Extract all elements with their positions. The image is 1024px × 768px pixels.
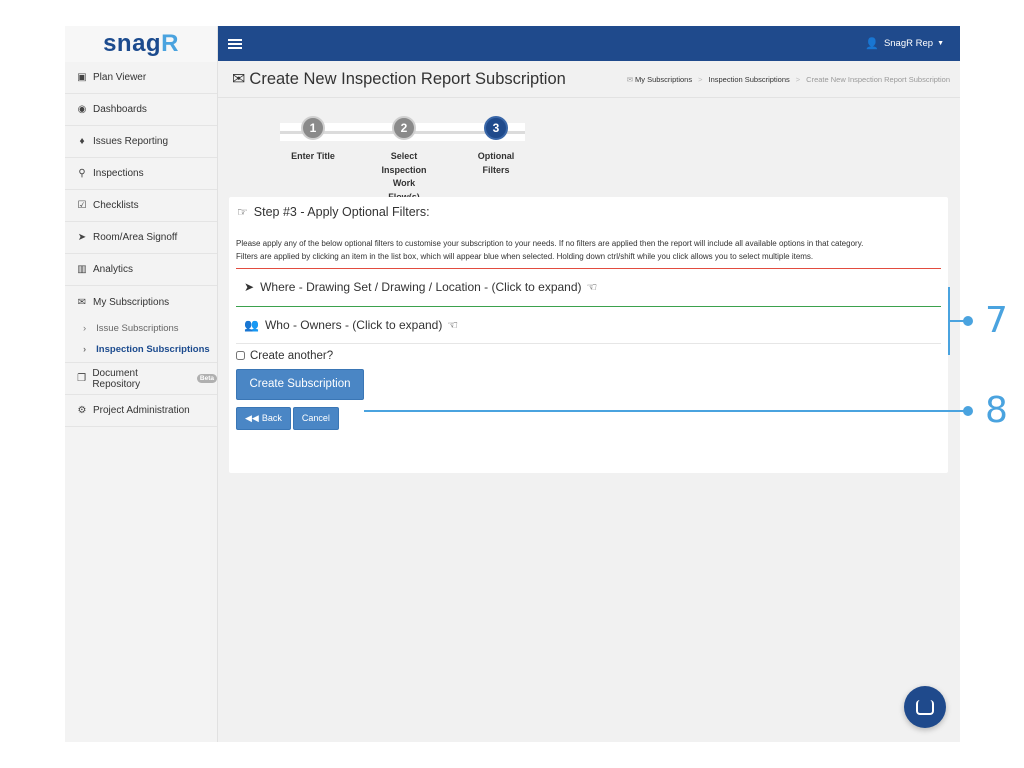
- breadcrumb-separator: >: [795, 74, 801, 84]
- map-pin-icon: ♦: [79, 136, 85, 147]
- page-title-text: Create New Inspection Report Subscription: [249, 69, 566, 88]
- step-number: 2: [392, 116, 416, 140]
- panel-description: Please apply any of the below optional filters to customise your subscription to your needs. If no filters are applied then the report will include all available options in that category.: [236, 239, 864, 248]
- panel-heading-text: Step #3 - Apply Optional Filters:: [253, 205, 430, 219]
- bar-chart-icon: ▥: [77, 264, 87, 275]
- step-number: 1: [301, 116, 325, 140]
- subscriptions-group: [65, 286, 217, 363]
- sidebar-item-label: Checklists: [93, 200, 139, 211]
- chat-icon: [916, 700, 934, 715]
- sidebar-item-label: Document Repository: [92, 367, 141, 390]
- sidebar-item-label: Plan Viewer: [93, 72, 147, 83]
- sidebar-subitem-label: Issue Subscriptions: [96, 323, 179, 334]
- step-label: Select Inspection Work: [381, 151, 427, 188]
- checkbox-icon: ☑: [77, 200, 87, 211]
- wizard-step-2[interactable]: [359, 116, 449, 204]
- filter-who-label: Who - Owners - (Click to expand): [264, 317, 443, 332]
- main-content: [218, 61, 960, 742]
- annotation-marker-8: 8: [985, 390, 1008, 431]
- breadcrumb-current: Create New Inspection Report Subscription: [806, 74, 950, 84]
- sidebar-item-dashboards[interactable]: [65, 94, 217, 126]
- annotation-marker-7: 7: [985, 300, 1008, 341]
- sidebar-subitem-issue-subscriptions[interactable]: [65, 318, 217, 339]
- wizard-step-1[interactable]: [268, 116, 358, 164]
- sidebar-item-label: Analytics: [93, 264, 134, 275]
- wizard-step-3[interactable]: [451, 116, 541, 177]
- image-icon: ▣: [77, 72, 87, 83]
- sidebar-item-label: Room/Area Signoff: [93, 232, 178, 243]
- sidebar-item-label: Issues Reporting: [93, 136, 169, 147]
- documents-icon: ❐: [77, 373, 87, 384]
- hand-pointer-icon: ☞: [237, 205, 248, 219]
- location-arrow-icon: ➤: [244, 280, 255, 294]
- chevron-right-icon: ›: [83, 323, 87, 334]
- user-name: SnagR Rep: [883, 38, 934, 49]
- wizard-steps: [280, 113, 525, 193]
- backward-icon: ◀◀: [245, 412, 259, 423]
- sidebar-item-document-repository[interactable]: [65, 363, 217, 395]
- chevron-right-icon: ›: [83, 344, 87, 355]
- user-menu[interactable]: [865, 37, 944, 50]
- annotation-dot-8: [963, 406, 973, 416]
- create-another-label: Create another?: [250, 349, 334, 362]
- location-arrow-icon: ➤: [77, 232, 87, 243]
- step-number: 3: [484, 116, 508, 140]
- create-another-row[interactable]: [236, 350, 941, 362]
- sidebar-item-inspections[interactable]: [65, 158, 217, 190]
- back-button-label: Back: [261, 413, 282, 423]
- caret-down-icon: ▼: [937, 40, 944, 47]
- top-navbar: [218, 26, 960, 61]
- sidebar-item-plan-viewer[interactable]: [65, 62, 217, 94]
- gears-icon: ⚙: [77, 405, 87, 416]
- filters-panel: [229, 197, 948, 473]
- logo-text: snagR: [103, 30, 179, 57]
- create-subscription-button[interactable]: Create Subscription: [236, 369, 364, 400]
- breadcrumb-inspection-subscriptions[interactable]: Inspection Subscriptions: [708, 74, 790, 84]
- filter-where-label: Where - Drawing Set / Drawing / Location - (Click to expand): [260, 280, 582, 294]
- panel-description-2: Filters are applied by clicking an item in the list box, which will appear blue when selected. Holding down ctrl/shift while you click allows you to select multiple items.: [236, 251, 814, 261]
- filter-where-accordion[interactable]: [236, 268, 941, 306]
- sidebar-subitem-inspection-subscriptions[interactable]: [65, 339, 217, 360]
- user-icon: 👤: [865, 38, 879, 50]
- sidebar-subitem-label: Inspection Subscriptions: [96, 344, 210, 355]
- sidebar-item-analytics[interactable]: [65, 254, 217, 286]
- page-title: [232, 69, 566, 89]
- hand-pointer-icon: ☜: [586, 280, 598, 294]
- create-another-checkbox[interactable]: [236, 351, 245, 360]
- sidebar-item-label: Project Administration: [93, 405, 190, 416]
- sidebar: [65, 26, 218, 742]
- step-label: Enter Title: [291, 151, 335, 161]
- envelope-icon: ✉: [77, 296, 87, 308]
- breadcrumb-my-subscriptions[interactable]: My Subscriptions: [634, 74, 693, 84]
- sidebar-item-room-area-signoff[interactable]: [65, 222, 217, 254]
- sidebar-item-label: Dashboards: [93, 104, 147, 115]
- hamburger-menu-icon[interactable]: [228, 39, 242, 49]
- beta-badge: Beta: [197, 374, 217, 383]
- hand-pointer-icon: ☜: [447, 317, 459, 332]
- search-icon: ⚲: [78, 168, 86, 179]
- step-label: Optional Filters: [477, 151, 515, 175]
- sidebar-item-issues-reporting[interactable]: [65, 126, 217, 158]
- logo[interactable]: [65, 26, 217, 62]
- sidebar-item-label: Inspections: [93, 168, 144, 179]
- back-button[interactable]: [236, 407, 291, 430]
- page-header: [218, 61, 960, 98]
- annotation-dot-7: [963, 316, 973, 326]
- app-frame: [65, 26, 960, 742]
- cancel-button[interactable]: Cancel: [293, 407, 339, 430]
- filters-accordion: [236, 268, 941, 344]
- dashboard-icon: ◉: [77, 104, 87, 115]
- envelope-icon: ✉: [626, 74, 633, 84]
- users-icon: 👥: [244, 317, 259, 332]
- breadcrumb-separator: >: [698, 74, 703, 84]
- chat-launcher-button[interactable]: [904, 686, 946, 728]
- sidebar-item-project-administration[interactable]: [65, 395, 217, 427]
- filter-who-accordion[interactable]: [236, 306, 941, 344]
- panel-heading: [229, 197, 948, 227]
- sidebar-item-checklists[interactable]: [65, 190, 217, 222]
- sidebar-item-my-subscriptions[interactable]: [65, 286, 217, 318]
- annotation-line-8: [364, 410, 968, 412]
- sidebar-item-label: My Subscriptions: [93, 296, 170, 308]
- envelope-icon: ✉: [232, 71, 246, 88]
- breadcrumb: [627, 75, 950, 84]
